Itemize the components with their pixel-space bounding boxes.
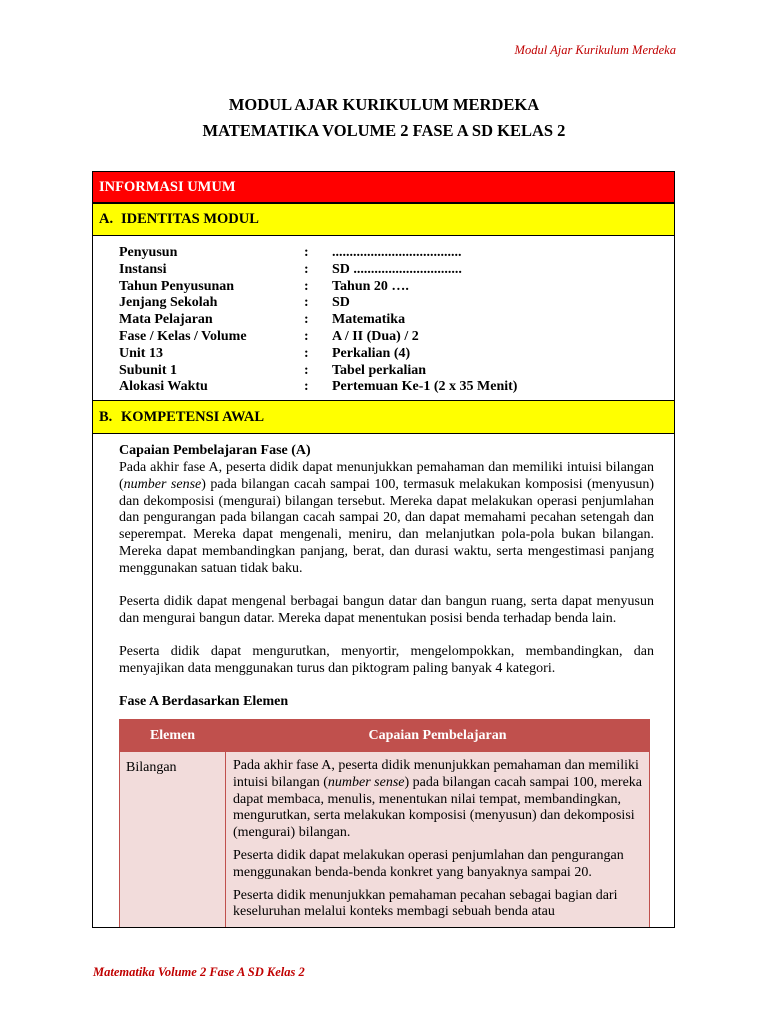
section-a-label: IDENTITAS MODUL xyxy=(121,211,259,227)
section-a-band xyxy=(93,203,674,236)
identitas-colon: : xyxy=(304,312,309,328)
identitas-value: Tahun 20 …. xyxy=(332,278,409,294)
identitas-row xyxy=(119,262,517,279)
identitas-colon: : xyxy=(304,362,309,378)
cell-text: ) pada bilangan cacah sampai 100, mereka dapat membaca, menulis, menentukan nilai tempat, membandingkan, mengurutkan, serta melakukan komposisi (menyusun) dan dekomposisi (mengurai) bilangan. xyxy=(233,774,643,841)
fase-elemen-title: Fase A Berdasarkan Elemen xyxy=(119,694,289,709)
identitas-row xyxy=(119,279,517,296)
footer-note: Matematika Volume 2 Fase A SD Kelas 2 xyxy=(93,965,305,979)
identitas-row xyxy=(119,245,517,262)
identitas-colon: : xyxy=(304,261,309,277)
page-title-line-1: MODUL AJAR KURIKULUM MERDEKA xyxy=(228,95,540,114)
identitas-colon: : xyxy=(304,278,309,294)
identitas-key: Mata Pelajaran xyxy=(119,312,213,328)
identitas-value: ..................................... xyxy=(332,245,462,260)
identitas-value: Matematika xyxy=(332,312,406,328)
identitas-colon: : xyxy=(304,345,309,361)
identitas-value: Tabel perkalian xyxy=(332,362,427,378)
identitas-row xyxy=(119,295,517,312)
identitas-value: Perkalian (4) xyxy=(332,345,411,361)
identitas-key: Fase / Kelas / Volume xyxy=(119,328,247,344)
identitas-row xyxy=(119,312,517,329)
identitas-row xyxy=(119,329,517,346)
elemen-table xyxy=(119,719,650,928)
informasi-umum-band xyxy=(93,172,674,203)
table-cell-elemen: Bilangan xyxy=(120,752,226,928)
informasi-umum-label: INFORMASI UMUM xyxy=(99,178,236,195)
identitas-row xyxy=(119,363,517,380)
capaian-paragraph-1 xyxy=(119,460,654,578)
capaian-paragraph-3: Peserta didik dapat mengurutkan, menyortir, mengelompokkan, membandingkan, dan menyajikan data menggunakan turus dan piktogram paling banyak 4 kategori. xyxy=(119,644,654,676)
identitas-row xyxy=(119,346,517,363)
capaian-cell-paragraph: Peserta didik dapat melakukan operasi penjumlahan dan pengurangan menggunakan benda-benda konkret yang banyaknya sampai 20. xyxy=(233,847,624,880)
identitas-value: SD xyxy=(332,295,350,311)
section-b-band xyxy=(93,400,674,434)
module-frame xyxy=(92,171,675,928)
table-row xyxy=(120,752,650,928)
section-a-letter: A. xyxy=(99,211,114,227)
identitas-value: Pertemuan Ke-1 (2 x 35 Menit) xyxy=(332,379,518,395)
capaian-title: Capaian Pembelajaran Fase (A) xyxy=(119,443,311,458)
identitas-key: Jenjang Sekolah xyxy=(119,295,218,311)
capaian-paragraph-2: Peserta didik dapat mengenal berbagai bangun datar dan bangun ruang, serta dapat menyusun dan mengurai bangun datar. Mereka dapat menentukan posisi benda terhadap benda lain. xyxy=(119,594,654,626)
header-note: Modul Ajar Kurikulum Merdeka xyxy=(514,43,676,57)
paragraph-text: ) pada bilangan cacah sampai 100, termasuk melakukan komposisi (menyusun) dan dekomposisi (mengurai) bilangan tersebut. Mereka dapat melakukan operasi penjumlahan dan pengurangan pada bilangan cacah sampai 20, dan dapat memahami pecahan setengah dan seperempat. Mereka dapat mengenali, meniru, dan melanjutkan pola-pola bukan bilangan. Mereka dapat membandingkan panjang, berat, dan durasi waktu, serta mengestimasi panjang menggunakan satuan tidak baku. xyxy=(119,476,654,576)
identitas-key: Subunit 1 xyxy=(119,362,177,378)
table-header-capaian: Capaian Pembelajaran xyxy=(226,720,650,752)
table-header-row xyxy=(120,720,650,752)
identitas-key: Alokasi Waktu xyxy=(119,379,208,395)
page-title-line-2: MATEMATIKA VOLUME 2 FASE A SD KELAS 2 xyxy=(202,121,566,140)
identitas-key: Instansi xyxy=(119,261,167,277)
identitas-value: A / II (Dua) / 2 xyxy=(332,328,419,344)
paragraph-italic-text: number sense xyxy=(123,476,202,492)
identitas-key: Penyusun xyxy=(119,245,178,260)
identitas-list xyxy=(119,245,517,396)
identitas-colon: : xyxy=(304,245,309,260)
identitas-colon: : xyxy=(304,295,309,311)
capaian-cell-paragraph xyxy=(233,758,643,842)
paragraph-text: Pada akhir fase A, peserta didik dapat menunjukkan pemahaman dan memiliki intuisi bilangan ( xyxy=(119,460,654,492)
table-cell-capaian xyxy=(226,752,650,928)
capaian-cell-paragraph: Peserta didik menunjukkan pemahaman pecahan sebagai bagian dari keseluruhan melalui konteks membagi sebuah benda atau xyxy=(233,887,618,920)
identitas-value: SD ............................... xyxy=(332,261,462,277)
cell-italic-text: number sense xyxy=(327,774,405,790)
table-header-elemen: Elemen xyxy=(120,720,226,752)
section-b-letter: B. xyxy=(99,408,113,425)
identitas-colon: : xyxy=(304,328,309,344)
cell-text: Pada akhir fase A, peserta didik menunjukkan pemahaman dan memiliki intuisi bilangan ( xyxy=(233,758,639,790)
identitas-key: Tahun Penyusunan xyxy=(119,278,235,294)
identitas-colon: : xyxy=(304,379,309,395)
identitas-row xyxy=(119,379,517,396)
section-b-label: KOMPETENSI AWAL xyxy=(121,408,265,425)
identitas-key: Unit 13 xyxy=(119,345,163,361)
